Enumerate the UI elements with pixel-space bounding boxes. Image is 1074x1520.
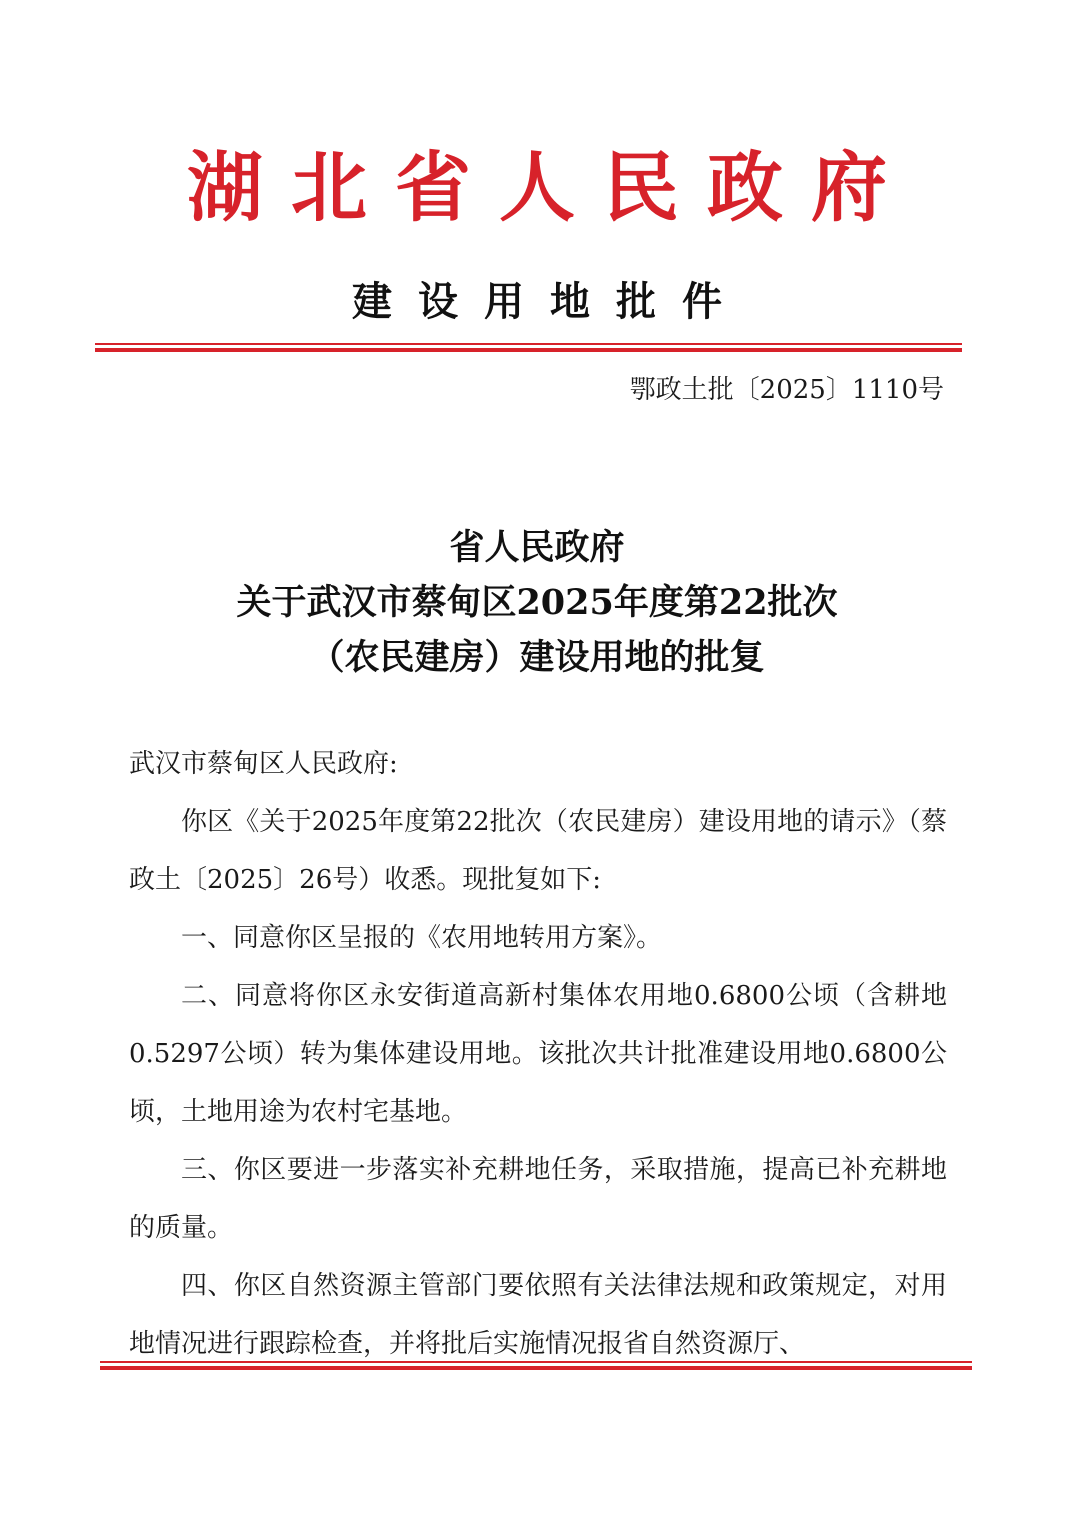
document-type-heading: 建设用地批件 <box>352 279 748 325</box>
body-paragraph: 二、同意将你区永安街道高新村集体农用地0.6800公顷（含耕地0.5297公顷）转为集体建设用地。该批次共计批准建设用地0.6800公顷，土地用途为农村宅基地。 <box>129 981 947 1127</box>
title-line-1: 省人民政府 <box>449 527 625 568</box>
header-rule-thick <box>95 348 962 352</box>
issuing-authority-title: 湖北省人民政府 <box>187 143 915 232</box>
body-paragraph: 三、你区要进一步落实补充耕地任务，采取措施，提高已补充耕地的质量。 <box>129 1155 947 1243</box>
body-paragraph: 一、同意你区呈报的《农用地转用方案》。 <box>181 923 663 953</box>
header-rule-thin <box>95 343 962 345</box>
title-line-3: （农民建房）建设用地的批复 <box>309 637 765 678</box>
body-paragraph: 四、你区自然资源主管部门要依照有关法律法规和政策规定，对用地情况进行跟踪检查，并将批后实施情况报省自然资源厅、 <box>129 1271 947 1359</box>
footer-rule-thin <box>100 1361 972 1363</box>
document-title <box>0 520 1074 685</box>
title-line-2: 关于武汉市蔡甸区2025年度第22批次 <box>236 582 838 623</box>
body-paragraph: 你区《关于2025年度第22批次（农民建房）建设用地的请示》（蔡政土〔2025〕26号）收悉。现批复如下: <box>129 807 947 895</box>
document-body <box>129 735 947 1373</box>
footer-rule-thick <box>100 1366 972 1370</box>
salutation: 武汉市蔡甸区人民政府: <box>129 749 398 779</box>
document-number: 鄂政土批〔2025〕1110号 <box>629 375 944 405</box>
